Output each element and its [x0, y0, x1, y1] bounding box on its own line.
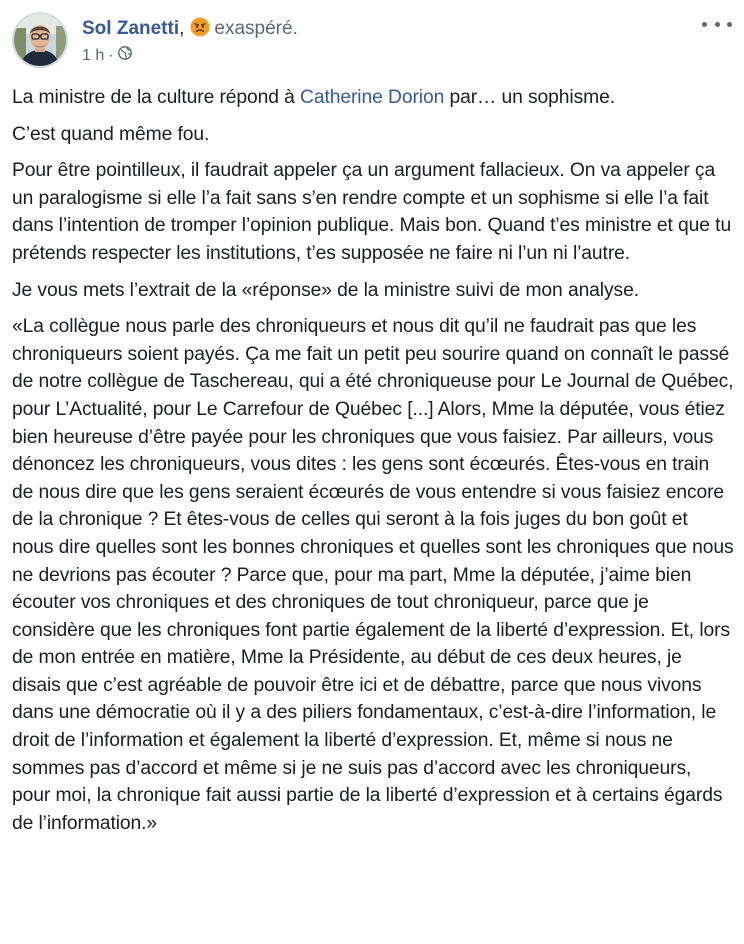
post-header — [12, 12, 298, 68]
author-avatar[interactable] — [12, 12, 68, 68]
feeling-separator: , — [179, 18, 185, 39]
author-name[interactable]: Sol Zanetti — [82, 18, 180, 39]
post-meta — [82, 12, 298, 65]
more-dot — [702, 22, 707, 27]
paragraph-1-start: La ministre de la culture répond à — [12, 87, 301, 108]
paragraph-4: Je vous mets l’extrait de la «réponse» de la ministre suivi de mon analyse. — [12, 279, 639, 301]
author-line — [82, 17, 298, 44]
paragraph-2: C’est quand même fou. — [12, 123, 210, 145]
paragraph-1-end: par… un sophisme. — [444, 87, 615, 108]
mention-catherine-dorion[interactable]: Catherine Dorion — [300, 87, 445, 108]
post-subline — [82, 46, 298, 65]
angry-face-icon — [190, 17, 210, 44]
globe-icon[interactable] — [118, 46, 132, 65]
post-timestamp[interactable]: 1 h — [82, 46, 105, 64]
post-body — [12, 84, 734, 846]
paragraph-3: Pour être pointilleux, il faudrait appeler ça un argument fallacieux. On va appeler ça un paralogisme si elle l’a fait sans s’en rendre compte et un sophisme si elle l’a fait dans l’intention de tromper l’opinion publique. Mais bon. Quand t’es ministre et que tu prétends respecter les institutions, t’es supposée ne faire ni l’un ni l’autre. — [12, 160, 732, 264]
paragraph-5-quote: «La collègue nous parle des chroniqueurs et nous dit qu’il ne faudrait pas que les chroniqueurs soient payés. Ça me fait un petit peu sourire quand on connaît le passé de notre collègue de Taschereau, qui a été chroniqueuse pour Le Journal de Québec, pour L’Actualité, pour Le Carrefour de Québec [...] Alors, Mme la députée, vous étiez bien heureuse d’être payée pour les chroniques que vous faisiez. Par ailleurs, vous dénoncez les chroniqueurs, vous dites : les gens sont écœurés. Êtes-vous en train de nous dire que les gens seraient écœurés de vous entendre si vous faisiez encore de la chronique ? Et êtes-vous de celles qui seront à la fois juges du bon goût et nous dire quelles sont les bonnes chroniques et quelles sont les chroniques que nous ne devrions pas écouter ? Parce que, pour ma part, Mme la députée, j’aime bien écouter vos chroniques et des chroniques de tout chroniqueur, parce que je considère que les chroniques font partie également de la liberté d’expression. Et, lors de mon entrée en matière, Mme la Présidente, au début de ces deux heures, je disais que c’est agréable de pouvoir être ici et de débattre, parce que nous vivons dans une démocratie où il y a des piliers fondamentaux, c’est-à-dire l’information, le droit de l’information et également la liberté d’expression. Et, même si nous ne sommes pas d’accord et même si je ne suis pas d’accord avec les chroniqueurs, pour moi, la chronique fait aussi partie de la liberté d’expression et à certains égards de l’information.» — [12, 316, 734, 834]
more-dot — [727, 22, 732, 27]
paragraph-1 — [12, 84, 734, 112]
more-options-icon[interactable] — [702, 14, 732, 34]
feeling-text: exaspéré. — [214, 18, 298, 39]
more-dot — [715, 22, 720, 27]
separator-dot: · — [108, 46, 114, 64]
